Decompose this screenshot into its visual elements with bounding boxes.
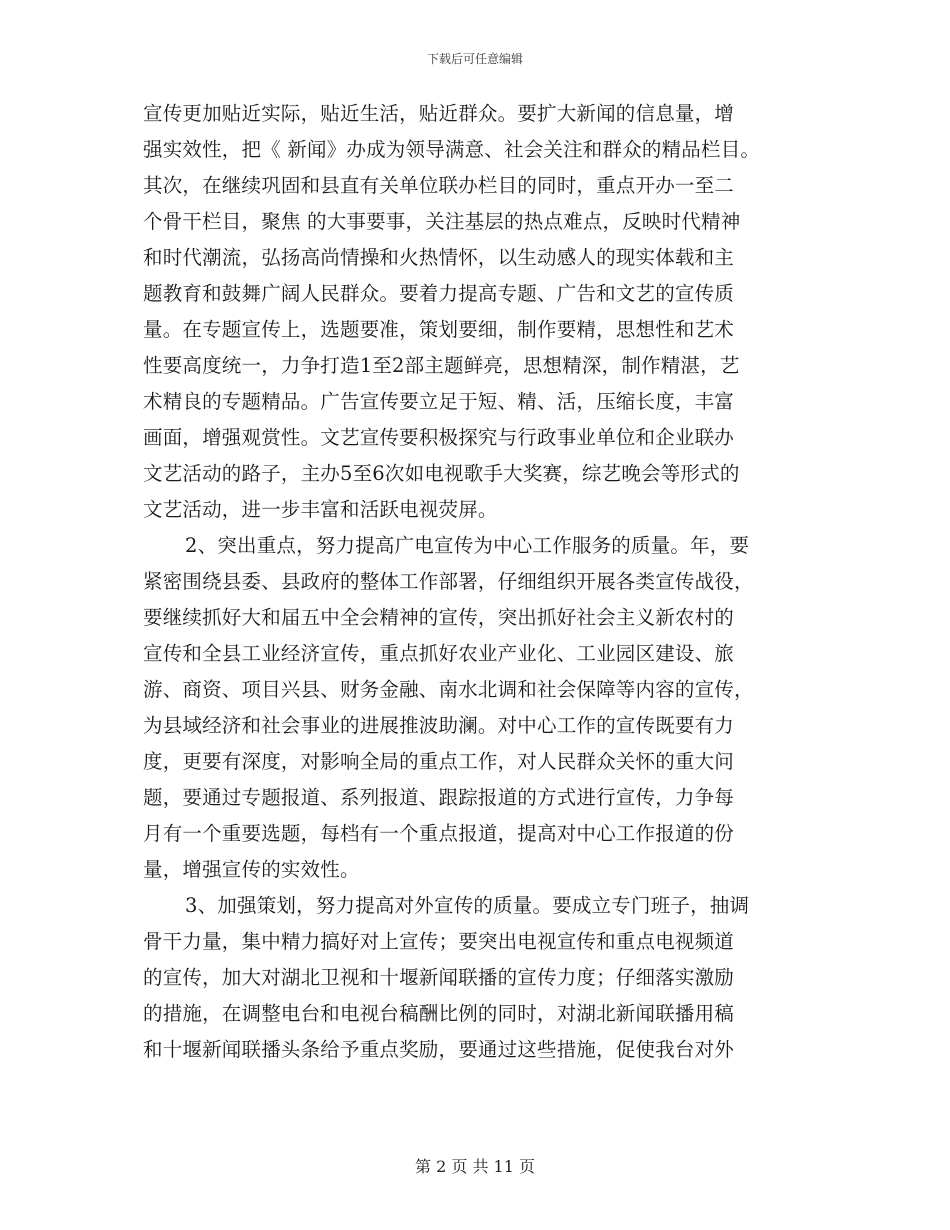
text-line: 量，增强宣传的实效性。 (143, 858, 360, 881)
document-body (143, 96, 813, 1068)
page-header: 下载后可任意编辑 (426, 52, 523, 66)
text-line: 和时代潮流，弘扬高尚情操和火热情怀，以生动感人的现实体载和主 (143, 246, 735, 269)
text-line: 为县域经济和社会事业的进展推波助澜。对中心工作的宣传既要有力 (143, 714, 735, 737)
text-line: 画面，增强观赏性。文艺宣传要积极探究与行政事业单位和企业联办 (143, 426, 735, 449)
text-line: 宣传和全县工业经济宣传，重点抓好农业产业化、工业园区建设、旅 (143, 642, 735, 665)
text-line: 文艺活动，进一步丰富和活跃电视荧屏。 (143, 498, 498, 521)
text-line: 题教育和鼓舞广阔人民群众。要着力提高专题、广告和文艺的宣传质 (143, 282, 735, 305)
paragraph-start-line: 2、突出重点，努力提高广电宣传为中心工作服务的质量。年，要 (185, 534, 750, 557)
text-line: 紧密围绕县委、县政府的整体工作部署，仔细组织开展各类宣传战役， (143, 570, 754, 593)
text-line: 文艺活动的路子，主办5至6次如电视歌手大奖赛，综艺晚会等形式的 (143, 462, 740, 485)
text-line: 题，要通过专题报道、系列报道、跟踪报道的方式进行宣传，力争每 (143, 786, 735, 809)
text-line: 游、商资、项目兴县、财务金融、南水北调和社会保障等内容的宣传， (143, 678, 754, 701)
text-line: 术精良的专题精品。广告宣传要立足于短、精、活，压缩长度，丰富 (143, 390, 735, 413)
text-line: 强实效性，把《 新闻》办成为领导满意、社会关注和群众的精品栏目。 (143, 138, 761, 161)
text-line: 其次，在继续巩固和县直有关单位联办栏目的同时，重点开办一至二 (143, 174, 735, 197)
text-line: 和十堰新闻联播头条给予重点奖励，要通过这些措施，促使我台对外 (143, 1038, 735, 1061)
paragraph-start-line: 3、加强策划，努力提高对外宣传的质量。要成立专门班子，抽调 (185, 894, 750, 917)
page-number: 第 2 页 共 11 页 (415, 1157, 535, 1176)
text-line: 的宣传，加大对湖北卫视和十堰新闻联播的宣传力度；仔细落实激励 (143, 966, 735, 989)
text-line: 度，更要有深度，对影响全局的重点工作，对人民群众关怀的重大问 (143, 750, 735, 773)
text-line: 宣传更加贴近实际，贴近生活，贴近群众。要扩大新闻的信息量，增 (143, 102, 735, 125)
text-line: 个骨干栏目，聚焦 的大事要事，关注基层的热点难点，反映时代精神 (143, 210, 741, 233)
text-line: 要继续抓好大和届五中全会精神的宣传，突出抓好社会主义新农村的 (143, 606, 735, 629)
text-line: 骨干力量，集中精力搞好对上宣传；要突出电视宣传和重点电视频道 (143, 930, 735, 953)
text-line: 性要高度统一，力争打造1至2部主题鲜亮，思想精深，制作精湛，艺 (143, 354, 740, 377)
text-line: 月有一个重要选题，每档有一个重点报道，提高对中心工作报道的份 (143, 822, 735, 845)
text-line: 量。在专题宣传上，选题要准，策划要细，制作要精，思想性和艺术 (143, 318, 735, 341)
text-line: 的措施，在调整电台和电视台稿酬比例的同时，对湖北新闻联播用稿 (143, 1002, 735, 1025)
